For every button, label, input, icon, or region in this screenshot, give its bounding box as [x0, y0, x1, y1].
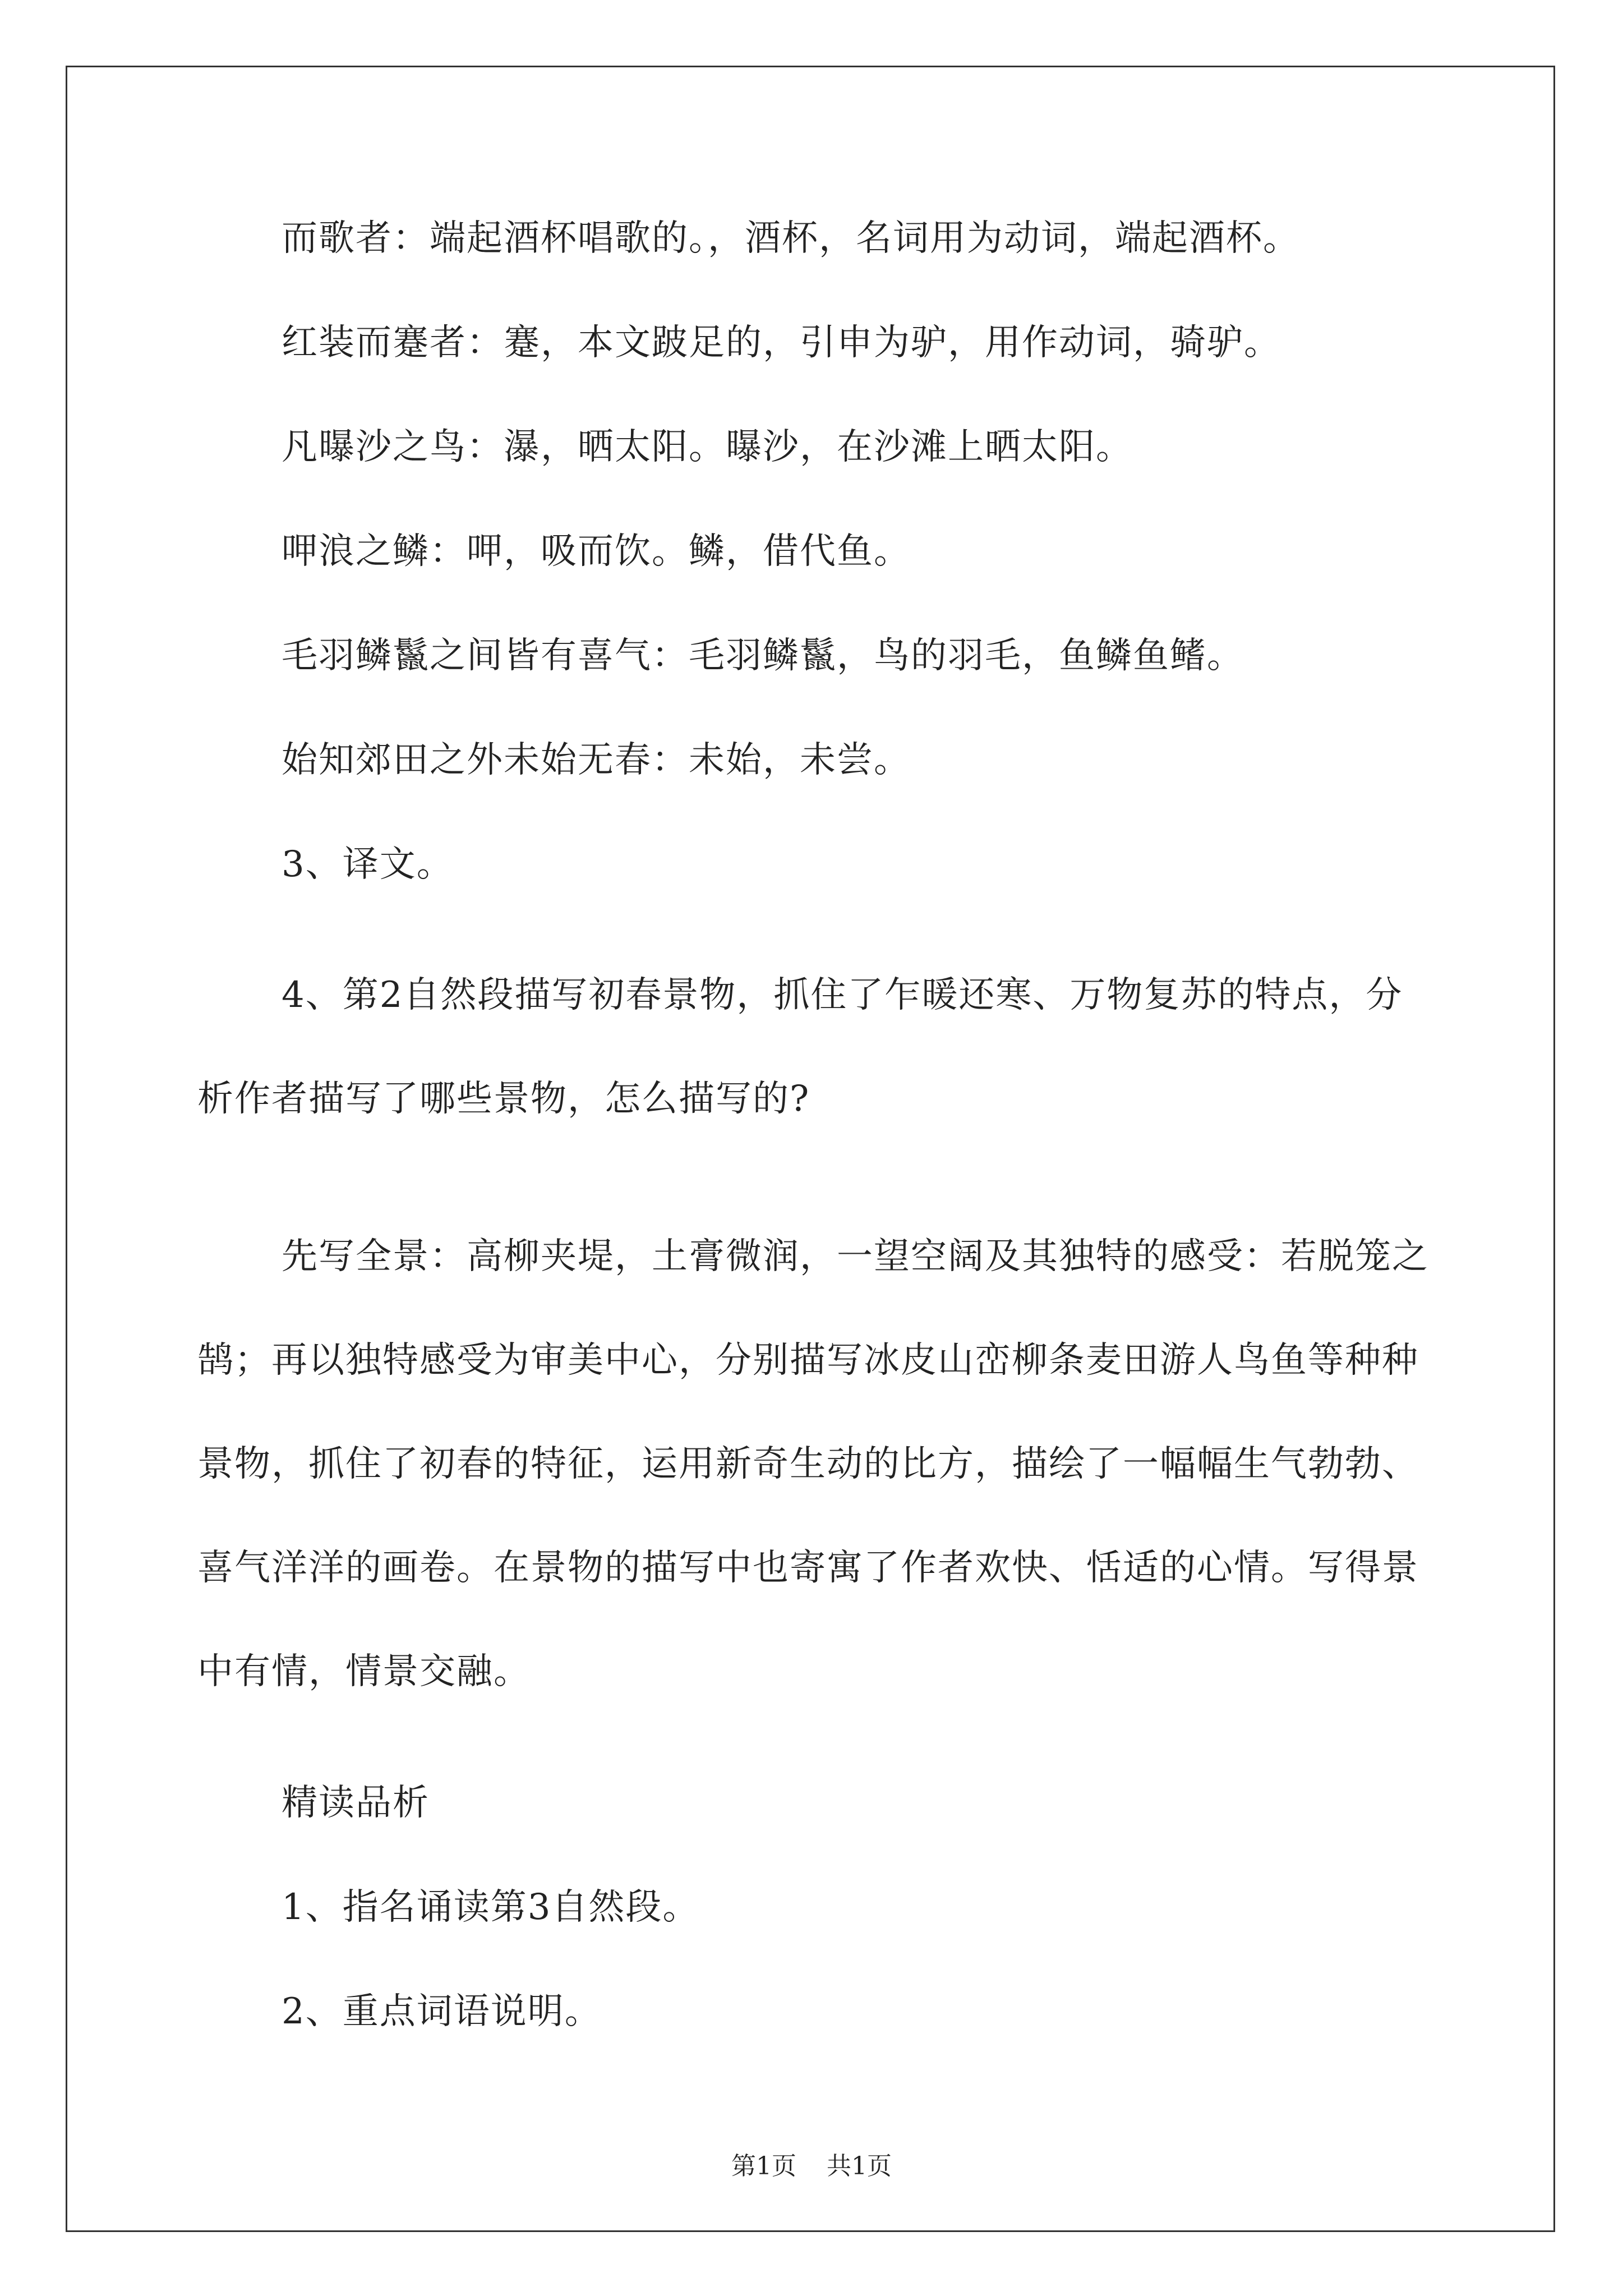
page-total: 共1页	[827, 2152, 892, 2180]
paragraph-5: 毛羽鳞鬣之间皆有喜气：毛羽鳞鬣，鸟的羽毛，鱼鳞鱼鳍。	[282, 635, 1244, 677]
paragraph-8: 4、第2自然段描写初春景物，抓住了乍暖还寒、万物复苏的特点，分析作者描写了哪些景物，怎么描写的?	[197, 974, 1403, 1120]
paragraph-3: 凡曝沙之鸟：瀑，晒太阳。曝沙，在沙滩上晒太阳。	[282, 426, 1133, 468]
paragraph-11: 1、指名诵读第3自然段。	[282, 1887, 700, 1928]
document-body	[197, 213, 1431, 2091]
paragraph-7: 3、译文。	[282, 844, 454, 885]
paragraph-12: 2、重点词语说明。	[282, 1991, 602, 2032]
paragraph-6: 始知郊田之外未始无春：未始，未尝。	[282, 739, 911, 781]
paragraph-2: 红装而蹇者：蹇，本文跛足的，引申为驴，用作动词，骑驴。	[282, 322, 1281, 364]
page-number: 第1页	[731, 2152, 796, 2180]
paragraph-1: 而歌者：端起酒杯唱歌的。，酒杯，名词用为动词，端起酒杯。	[282, 218, 1300, 259]
page-footer	[0, 2146, 1623, 2182]
paragraph-9: 先写全景：高柳夹堤，土膏微润，一望空阔及其独特的感受：若脱笼之鹄；再以独特感受为审美中心，分别描写冰皮山峦柳条麦田游人鸟鱼等种种景物，抓住了初春的特征，运用新奇生动的比方，描绘了一幅幅生气勃勃、喜气洋洋的画卷。在景物的描写中也寄寓了作者欢快、恬适的心情。写得景中有情，情景交融。	[197, 1236, 1429, 1692]
paragraph-10: 精读品析	[282, 1782, 430, 1824]
paragraph-4: 呷浪之鳞：呷，吸而饮。鳞，借代鱼。	[282, 531, 911, 572]
